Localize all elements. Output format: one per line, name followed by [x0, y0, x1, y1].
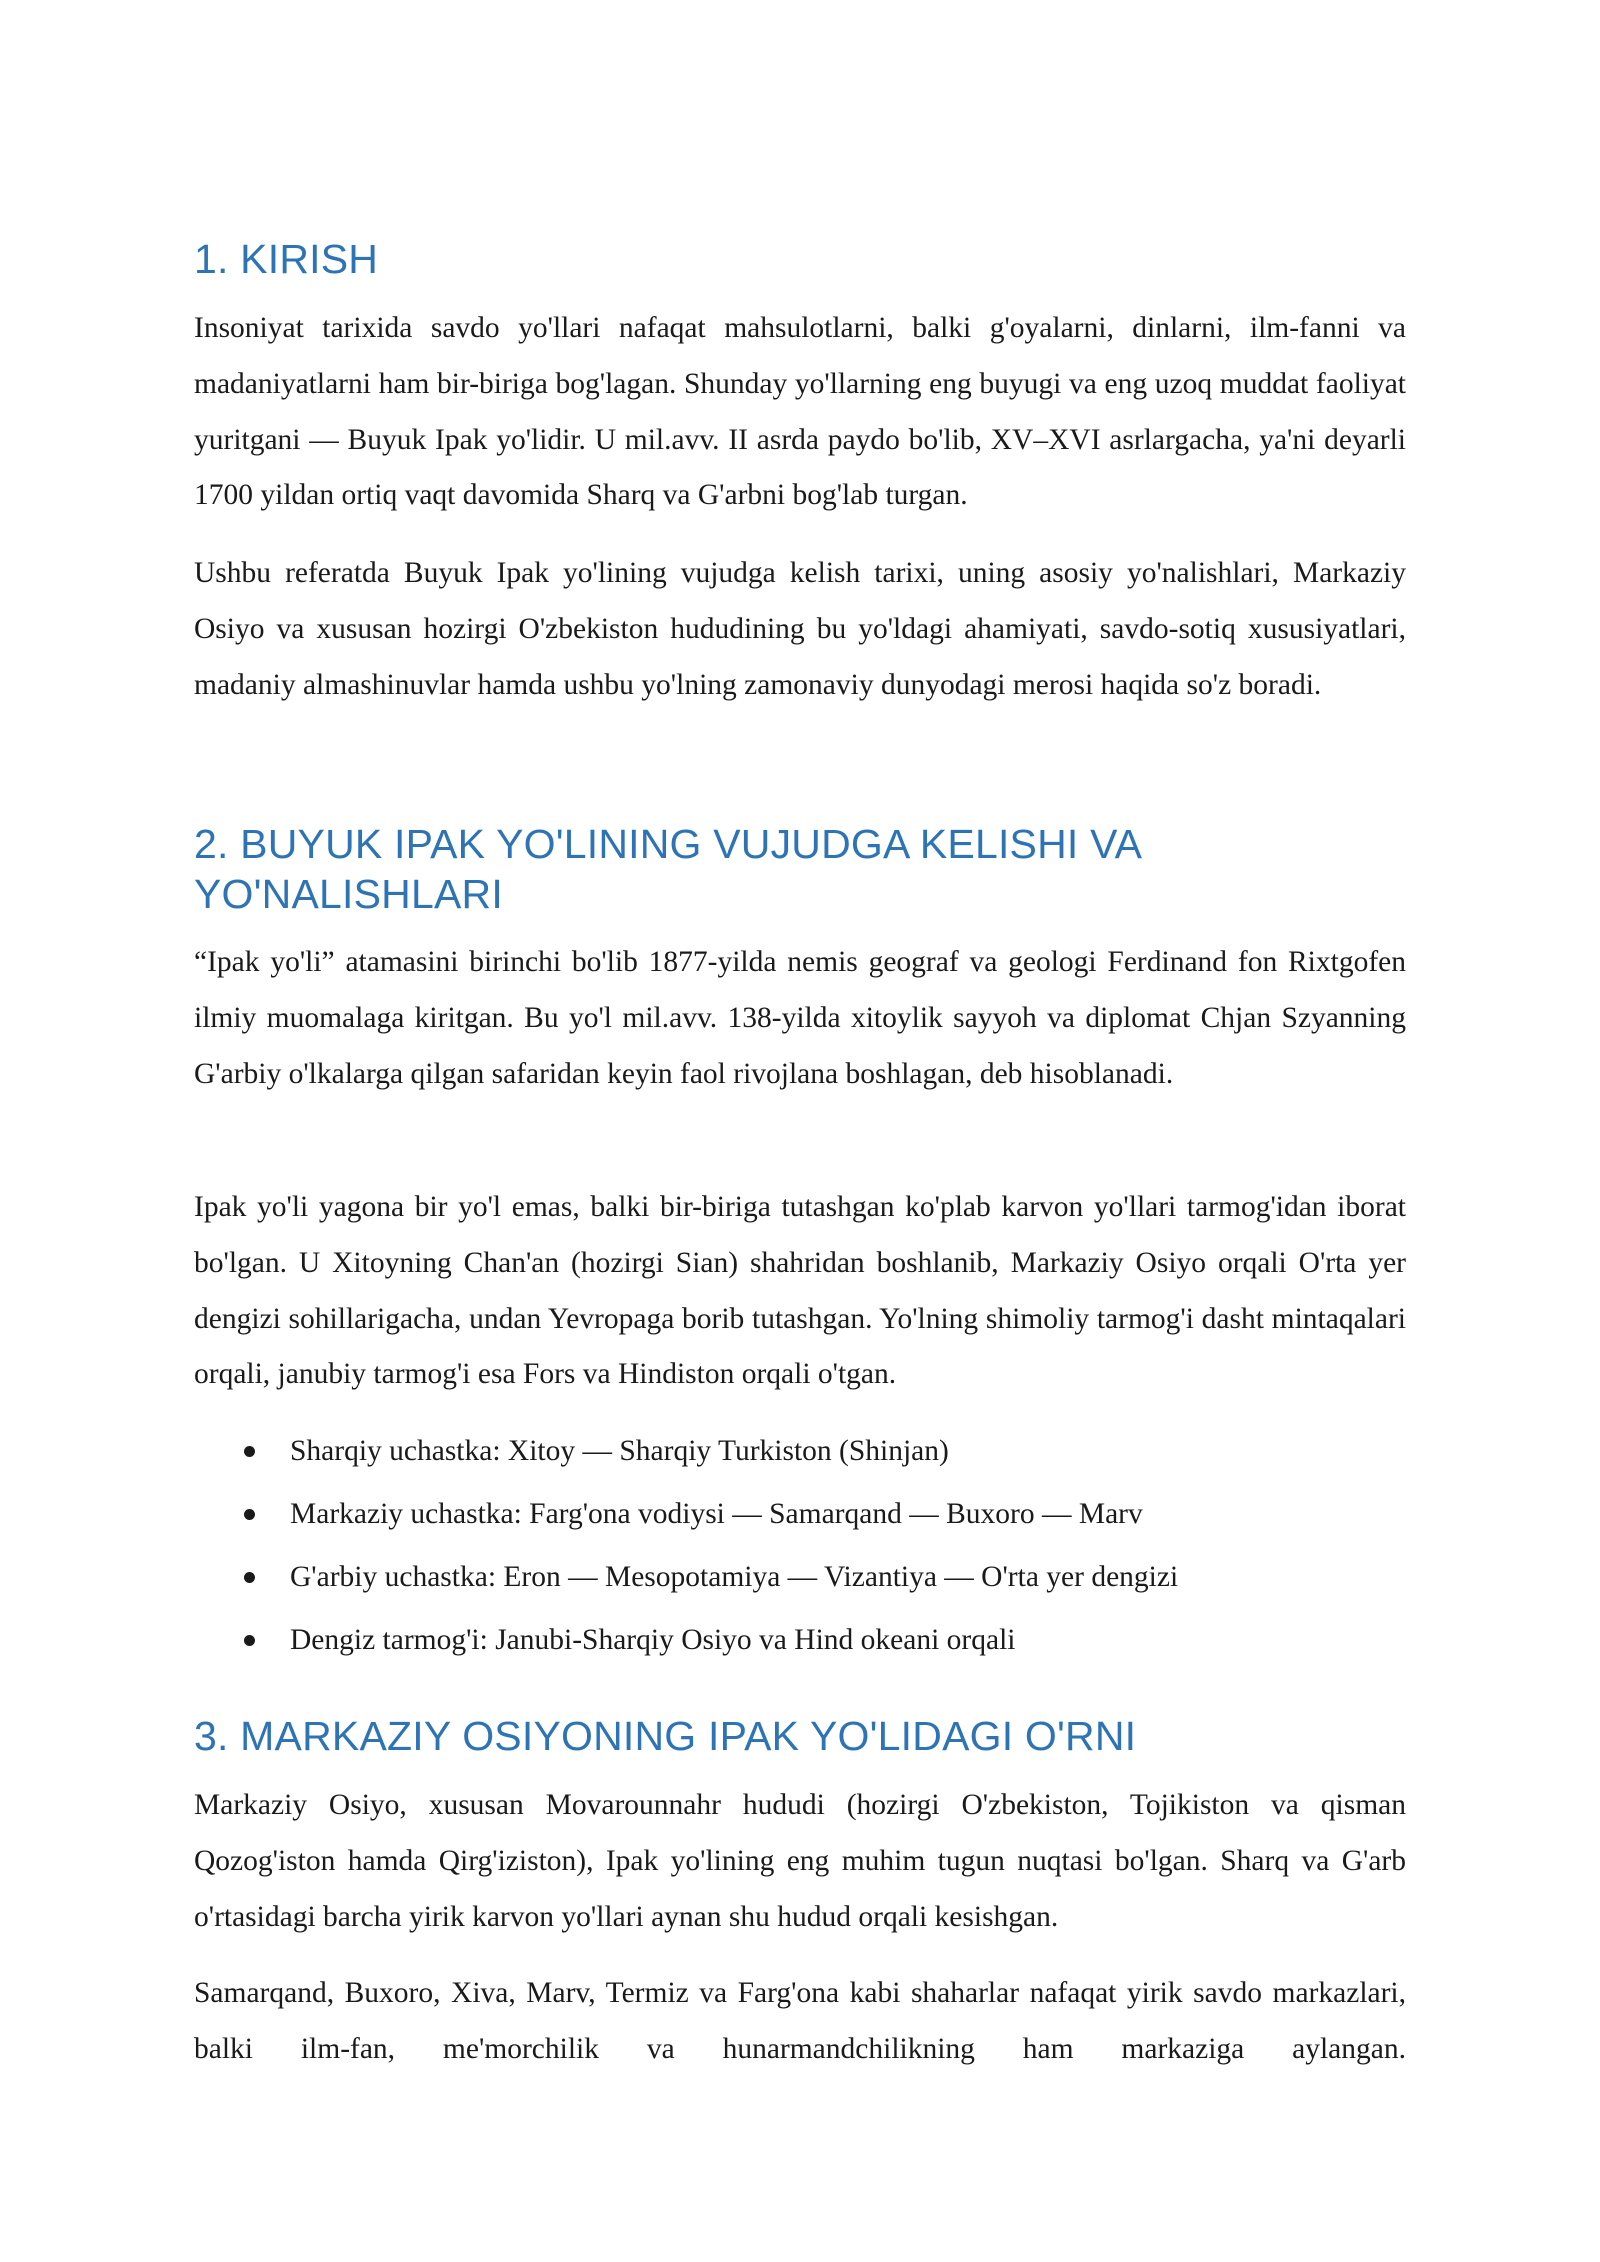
- list-item: [194, 1620, 1406, 1683]
- list-item-text: G'arbiy uchastka: Eron — Mesopotamiya — Vizantiya — O'rta yer dengizi: [290, 1561, 1179, 1593]
- section-heading-line: 2. BUYUK IPAK YO'LINING VUJUDGA KELISHI VA: [194, 821, 1143, 867]
- bullet-icon: [244, 1509, 255, 1520]
- list-item: [194, 1494, 1406, 1557]
- paragraph: Markaziy Osiyo, xususan Movarounnahr hududi (hozirgi O'zbekiston, Tojikiston va qisman Qozog'iston hamda Qirg'iziston), Ipak yo'lining eng muhim tugun nuqtasi bo'lgan. Sharq va G'arb o'rtasidagi barcha yirik karvon yo'llari aynan shu hudud orqali kesishgan.: [194, 1789, 1406, 1933]
- paragraph: Ushbu referatda Buyuk Ipak yo'lining vujudga kelish tarixi, uning asosiy yo'nalishlari, Markaziy Osiyo va xususan hozirgi O'zbekiston hududining bu yo'ldagi ahamiyati, savdo-sotiq xususiyatlari, madaniy almashinuvlar hamda ushbu yo'lning zamonaviy dunyodagi merosi haqida so'z boradi.: [194, 557, 1406, 701]
- list-item: [194, 1557, 1406, 1620]
- bullet-icon: [244, 1635, 255, 1646]
- paragraph: Ipak yo'li yagona bir yo'l emas, balki bir-biriga tutashgan ko'plab karvon yo'llari tarmog'idan iborat bo'lgan. U Xitoyning Chan'an (hozirgi Sian) shahridan boshlanib, Markaziy Osiyo orqali O'rta yer dengizi sohillarigacha, undan Yevropaga borib tutashgan. Yo'lning shimoliy tarmog'i dasht mintaqalari orqali, janubiy tarmog'i esa Fors va Hindiston orqali o'tgan.: [194, 1191, 1406, 1391]
- paragraph: Samarqand, Buxoro, Xiva, Marv, Termiz va Farg'ona kabi shaharlar nafaqat yirik savdo markazlari, balki ilm-fan, me'morchilik va hunarmandchilikning ham markaziga aylangan.: [194, 1977, 1406, 2065]
- paragraph: “Ipak yo'li” atamasini birinchi bo'lib 1877-yilda nemis geograf va geologi Ferdinand fon Rixtgofen ilmiy muomalaga kiritgan. Bu yo'l mil.avv. 138-yilda xitoylik sayyoh va diplomat Chjan Szyanning G'arbiy o'lkalarga qilgan safaridan keyin faol rivojlana boshlagan, deb hisoblanadi.: [194, 946, 1406, 1090]
- route-sections-list: [194, 1431, 1406, 1683]
- paragraph: Insoniyat tarixida savdo yo'llari nafaqat mahsulotlarni, balki g'oyalarni, dinlarni, ilm-fanni va madaniyatlarni ham bir-biriga bog'lagan. Shunday yo'llarning eng buyugi va eng uzoq muddat faoliyat yuritgani — Buyuk Ipak yo'lidir. U mil.avv. II asrda paydo bo'lib, XV–XVI asrlargacha, ya'ni deyarli 1700 yildan ortiq vaqt davomida Sharq va G'arbni bog'lab turgan.: [194, 312, 1406, 512]
- list-item-text: Markaziy uchastka: Farg'ona vodiysi — Samarqand — Buxoro — Marv: [290, 1498, 1143, 1530]
- section-heading-intro: 1. KIRISH: [194, 236, 379, 282]
- section-heading-origins: [194, 819, 1406, 919]
- list-item-text: Dengiz tarmog'i: Janubi-Sharqiy Osiyo va Hind okeani orqali: [290, 1624, 1016, 1656]
- bullet-icon: [244, 1572, 255, 1583]
- list-item-text: Sharqiy uchastka: Xitoy — Sharqiy Turkiston (Shinjan): [290, 1435, 949, 1467]
- list-item: [194, 1431, 1406, 1494]
- section-heading-line: YO'NALISHLARI: [194, 871, 503, 917]
- section-heading-central-asia: 3. MARKAZIY OSIYONING IPAK YO'LIDAGI O'RNI: [194, 1713, 1137, 1759]
- bullet-icon: [244, 1446, 255, 1457]
